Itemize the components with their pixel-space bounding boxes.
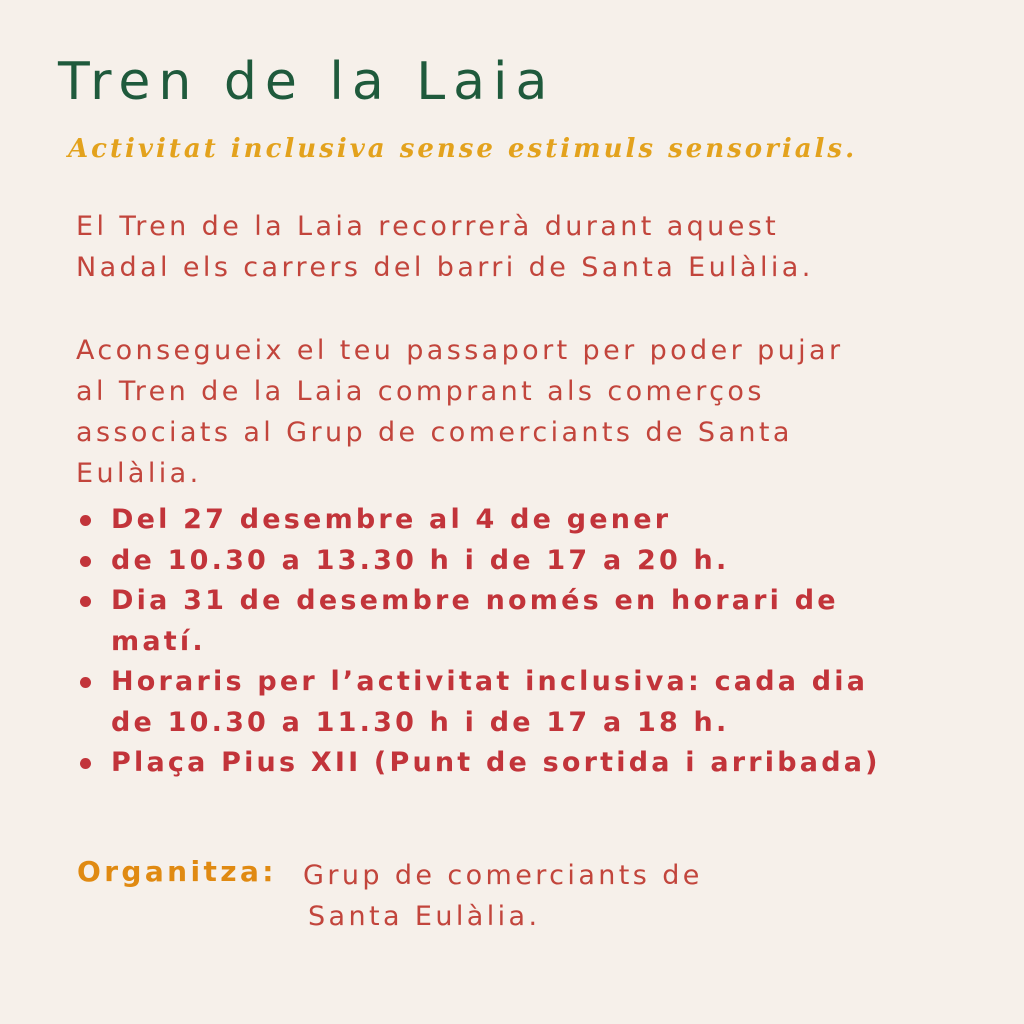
organizer-value-line: Grup de comerciants de xyxy=(303,860,703,891)
list-item-text: de 10.30 a 13.30 h i de 17 a 20 h. xyxy=(111,544,730,576)
list-item-text: Dia 31 de desembre només en horari de xyxy=(111,585,839,616)
page-title: Tren de la Laia xyxy=(58,52,556,112)
list-item-text: Horaris per l’activitat inclusiva: cada dia xyxy=(111,666,869,697)
bullet-dot-icon xyxy=(80,515,91,526)
organizer-value xyxy=(303,855,703,937)
intro-paragraph-1-line: El Tren de la Laia recorrerà durant aquest xyxy=(76,211,780,242)
intro-paragraph-2 xyxy=(76,330,843,494)
list-item xyxy=(80,500,881,541)
bullet-dot-icon xyxy=(80,758,91,769)
list-item-text: Plaça Pius XII (Punt de sortida i arribada) xyxy=(111,747,881,778)
organizer-label: Organitza: xyxy=(77,855,277,888)
page-subtitle: Activitat inclusiva sense estimuls sensorials. xyxy=(68,134,858,164)
intro-paragraph-1 xyxy=(76,206,814,288)
organizer-value-line: Santa Eulàlia. xyxy=(308,901,541,932)
bullet-dot-icon xyxy=(80,677,91,688)
list-item-text: matí. xyxy=(111,625,206,657)
intro-paragraph-2-line: Eulàlia. xyxy=(76,458,202,489)
list-item-text: Del 27 desembre al 4 de gener xyxy=(111,504,672,535)
intro-paragraph-1-line: Nadal els carrers del barri de Santa Eulàlia. xyxy=(76,252,814,283)
bullet-dot-icon xyxy=(80,556,91,567)
intro-paragraph-2-line: Aconsegueix el teu passaport per poder pujar xyxy=(76,335,844,366)
list-item xyxy=(80,743,881,784)
list-item xyxy=(80,581,881,662)
intro-paragraph-2-line: al Tren de la Laia comprant als comerços xyxy=(76,376,765,407)
intro-paragraph-2-line: associats al Grup de comerciants de Santa xyxy=(76,417,793,448)
details-list xyxy=(80,500,881,784)
list-item xyxy=(80,662,881,743)
bullet-dot-icon xyxy=(80,596,91,607)
list-item xyxy=(80,541,881,582)
list-item-text: de 10.30 a 11.30 h i de 17 a 18 h. xyxy=(111,706,730,738)
